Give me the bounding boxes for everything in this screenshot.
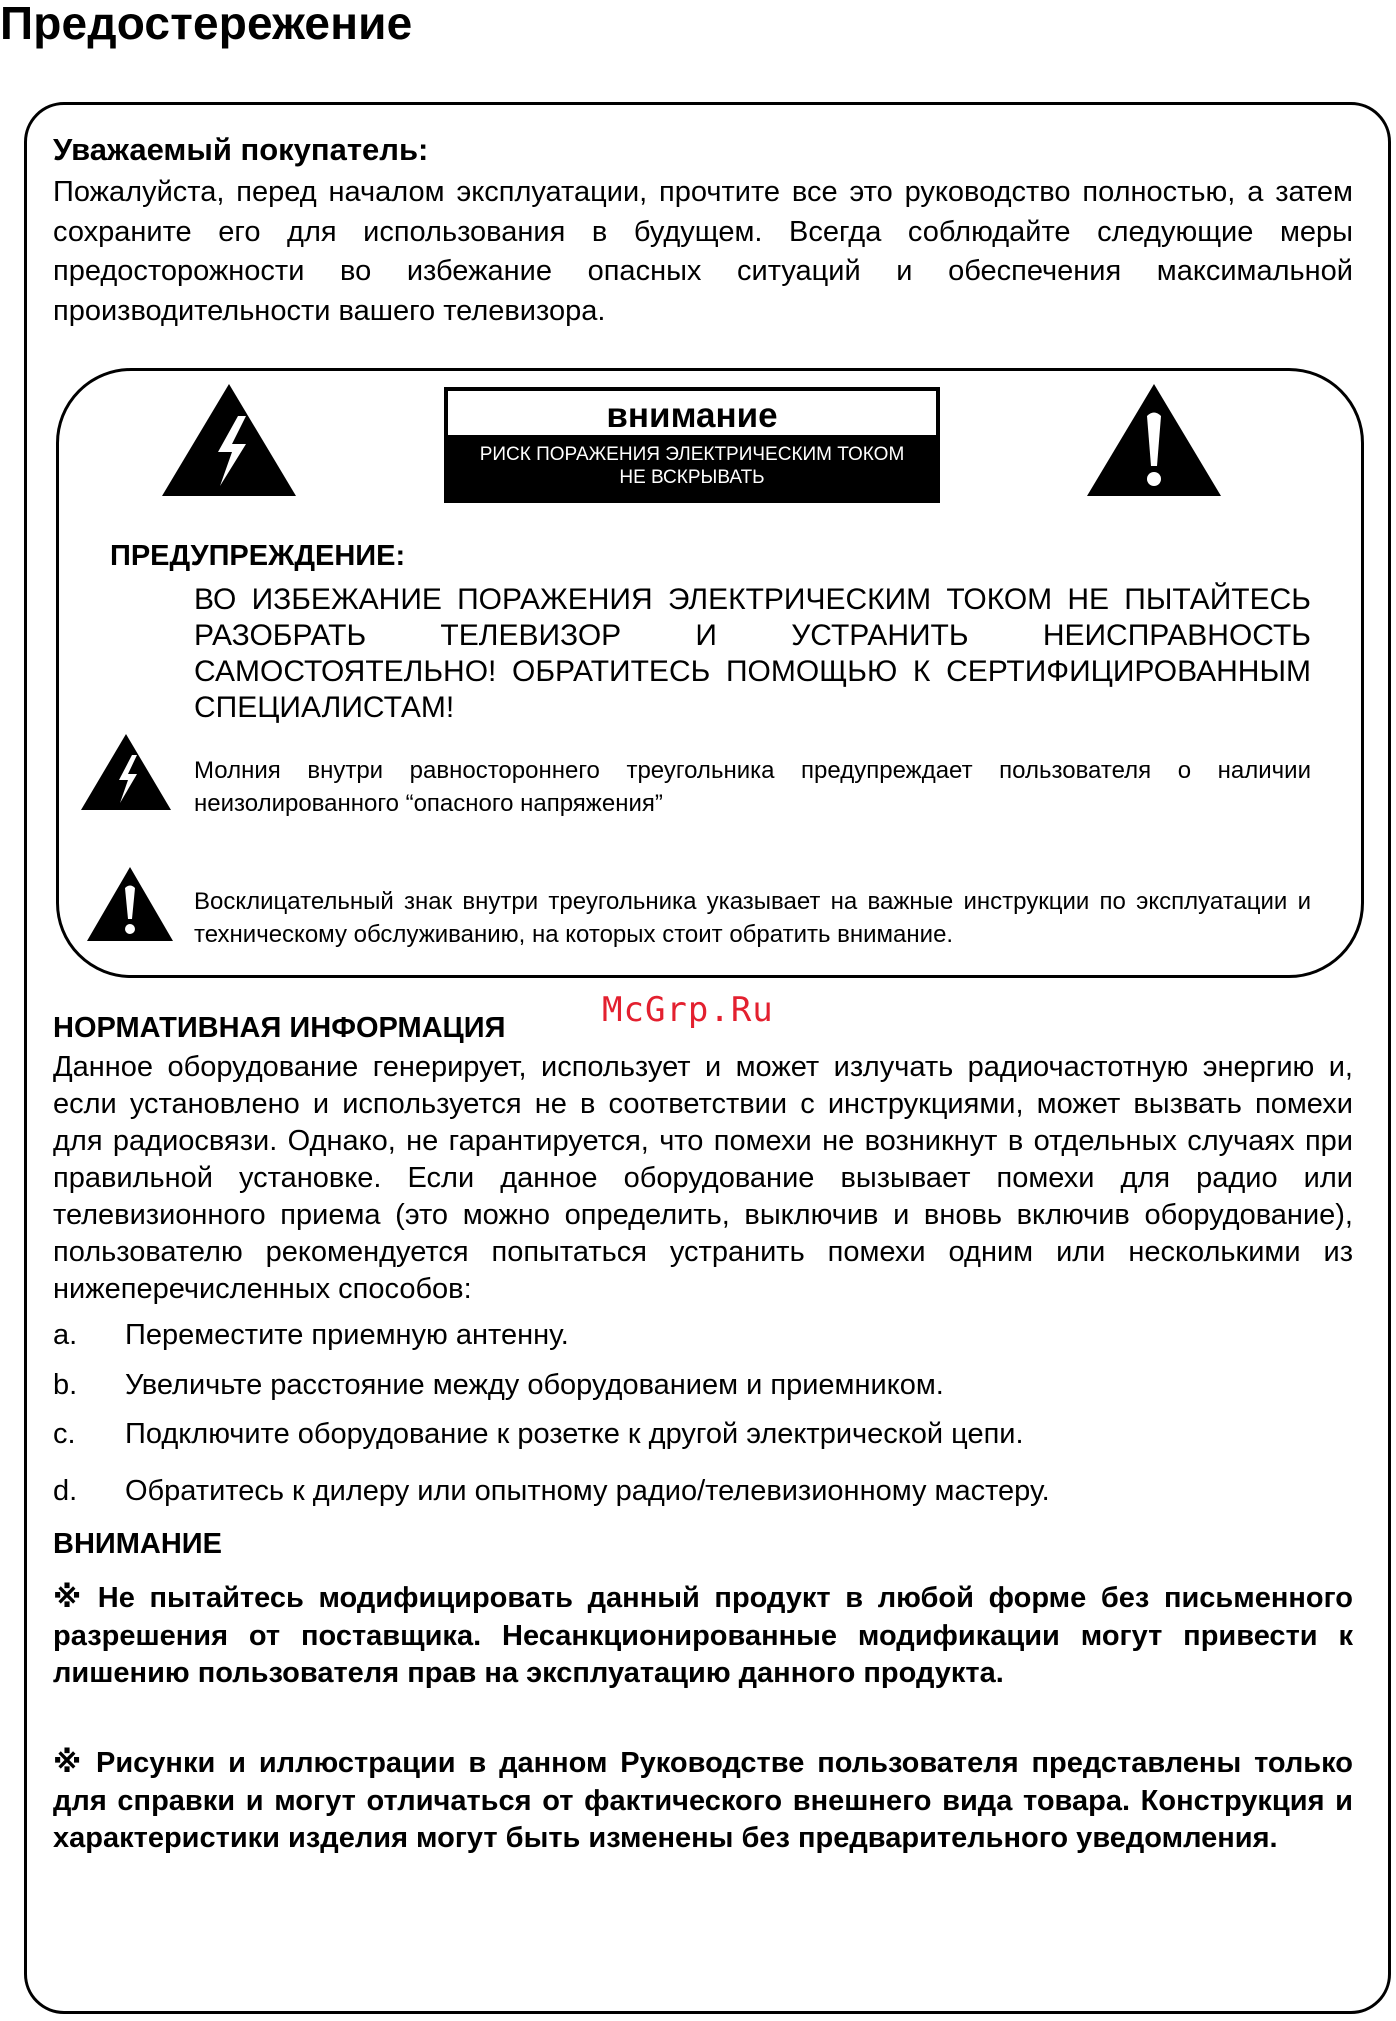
regulatory-heading: НОРМАТИВНАЯ ИНФОРМАЦИЯ [53, 1012, 506, 1044]
warning-heading: ПРЕДУПРЕЖДЕНИЕ: [110, 540, 406, 572]
list-item-text: Обратитесь к дилеру или опытному радио/телевизионному мастеру. [125, 1475, 1050, 1507]
lightning-warning-icon [80, 733, 172, 811]
caution-label-line1: РИСК ПОРАЖЕНИЯ ЭЛЕКТРИЧЕСКИМ ТОКОМ [479, 444, 905, 465]
list-marker: b. [53, 1369, 78, 1401]
attention-note-text: Не пытайтесь модифицировать данный продукт в любой форме без письменного разрешения от поставщика. Несанкционированные модификации могут привести к лишению пользователя прав на эксплуатацию данного продукта. [53, 1582, 1353, 1689]
attention-note [53, 1580, 1353, 1693]
warning-text: ВО ИЗБЕЖАНИЕ ПОРАЖЕНИЯ ЭЛЕКТРИЧЕСКИМ ТОКОМ НЕ ПЫТАЙТЕСЬ РАЗОБРАТЬ ТЕЛЕВИЗОР И УСТРАНИТЬ НЕИСПРАВНОСТЬ САМОСТОЯТЕЛЬНО! ОБРАТИТЕСЬ ПОМОЩЬЮ К СЕРТИФИЦИРОВАННЫМ СПЕЦИАЛИСТАМ! [194, 583, 1311, 724]
regulatory-text: Данное оборудование генерирует, использует и может излучать радиочастотную энергию и, если установлено и используется не в соответствии с инструкциями, может вызвать помехи для радиосвязи. Однако, не гарантируется, что помехи не возникнут в отдельных случаях при правильной установке. Если данное оборудование вызывает помехи для радио или телевизионного приема (это можно определить, выключив и вновь включив оборудование), пользователю рекомендуется попытаться устранить помехи одним или несколькими из нижеперечисленных способов: [53, 1051, 1353, 1305]
list-item-text: Переместите приемную антенну. [125, 1319, 569, 1351]
greeting-text: Пожалуйста, перед началом эксплуатации, прочтите все это руководство полностью, а затем сохраните его для использования в будущем. Всегда соблюдайте следующие меры предосторожности во избежание опасных ситуаций и обеспечения максимальной производительности вашего телевизора. [53, 176, 1353, 327]
list-item-text: Подключите оборудование к розетке к другой электрической цепи. [125, 1418, 1024, 1450]
list-marker: a. [53, 1319, 78, 1351]
list-marker: c. [53, 1418, 76, 1450]
lightning-warning-icon [160, 382, 298, 498]
lightning-symbol-text: Молния внутри равностороннего треугольника предупреждает пользователя о наличии неизолированного “опасного напряжения” [194, 757, 1311, 817]
attention-note-text: Рисунки и иллюстрации в данном Руководстве пользователя представлены только для справки и могут отличаться от фактического внешнего вида товара. Конструкция и характеристики изделия могут быть изменены без предварительного уведомления. [53, 1747, 1353, 1854]
caution-label-line2: НЕ ВСКРЫВАТЬ [619, 467, 765, 488]
caution-label-title: внимание [448, 391, 936, 435]
reference-mark-icon: ※ [53, 1582, 88, 1614]
attention-heading: ВНИМАНИЕ [53, 1528, 222, 1560]
attention-note [53, 1745, 1353, 1858]
caution-label [444, 387, 940, 503]
watermark: McGrp.Ru [602, 990, 774, 1030]
exclamation-warning-icon [86, 866, 174, 942]
reference-mark-icon: ※ [53, 1747, 86, 1779]
list-marker: d. [53, 1475, 78, 1507]
exclamation-symbol-text: Восклицательный знак внутри треугольника указывает на важные инструкции по эксплуатации и техническому обслуживанию, на которых стоит обратить внимание. [194, 888, 1311, 948]
caution-label-text [445, 443, 939, 489]
exclamation-warning-icon [1085, 382, 1223, 498]
greeting-heading: Уважаемый покупатель: [53, 132, 429, 167]
page-title: Предостережение [0, 0, 413, 49]
list-item-text: Увеличьте расстояние между оборудованием и приемником. [125, 1369, 944, 1401]
